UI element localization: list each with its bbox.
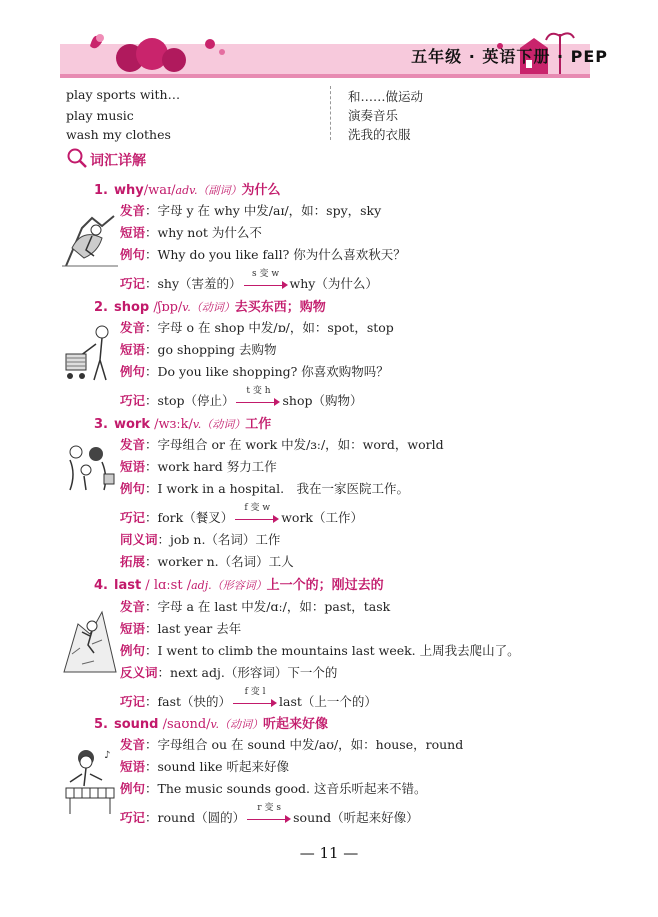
antonym-line: 反义词：next adj.（形容词）下一个的 <box>120 665 338 680</box>
synonym-line: 同义词：job n.（名词）工作 <box>120 532 281 547</box>
transform-arrow: f 变 w <box>235 512 279 526</box>
transform-arrow: r 变 s <box>247 812 291 826</box>
entry-heading: 2. shop /ʃɒp/v.（动词）去买东西；购物 <box>94 300 326 315</box>
entry-line: 例句：The music sounds good. 这音乐听起来不错。 <box>120 781 427 796</box>
phrase-en: wash my clothes <box>66 127 171 142</box>
memory-tip: 巧记：stop（停止） t 变 h shop（购物） <box>120 385 363 408</box>
page-header-title: 五年级 · 英语下册 · PEP <box>411 47 608 66</box>
woman-shopping-cart-illustration <box>62 322 118 388</box>
boy-climbing-mountain-illustration <box>62 604 118 674</box>
memory-tip: 巧记：round（圆的） r 变 s sound（听起来好像） <box>120 802 419 825</box>
entry-line: 例句：I work in a hospital. 我在一家医院工作。 <box>120 481 410 496</box>
phrase-zh: 和……做运动 <box>348 89 424 104</box>
entry-line: 短语：why not 为什么不 <box>120 225 262 240</box>
boy-climbing-tree-illustration <box>62 208 118 268</box>
entry-line: 发音：字母 o 在 shop 中发/ɒ/，如：spot，stop <box>120 320 394 335</box>
entry-line: 例句：I went to climb the mountains last week. 上周我去爬山了。 <box>120 643 520 658</box>
entry-heading: 1. why/waɪ/adv.（副词）为什么 <box>94 183 281 198</box>
magnifier-icon <box>66 147 88 169</box>
transform-arrow: f 变 l <box>233 696 277 710</box>
memory-tip: 巧记：fork（餐叉） f 变 w work（工作） <box>120 502 363 525</box>
section-title: 词汇详解 <box>90 153 146 169</box>
entry-line: 发音：字母组合 or 在 work 中发/ɜː/，如：word，world <box>120 437 444 452</box>
phrase-zh: 演奏音乐 <box>348 108 399 123</box>
entry-line: 发音：字母组合 ou 在 sound 中发/aʊ/，如：house，round <box>120 737 464 752</box>
transform-arrow: s 变 w <box>244 278 288 292</box>
page-number: — 11 — <box>299 844 359 862</box>
entry-line: 发音：字母 a 在 last 中发/ɑː/，如：past，task <box>120 599 391 614</box>
entry-heading: 5. sound /saʊnd/v.（动词）听起来好像 <box>94 717 328 732</box>
entry-line: 发音：字母 y 在 why 中发/aɪ/，如：spy，sky <box>120 203 382 218</box>
entry-line: 短语：sound like 听起来好像 <box>120 759 289 774</box>
entry-line: 例句：Do you like shopping? 你喜欢购物吗？ <box>120 364 389 379</box>
transform-arrow: t 变 h <box>236 395 280 409</box>
phrase-en: play sports with… <box>66 87 181 102</box>
entry-line: 短语：go shopping 去购物 <box>120 342 277 357</box>
entry-heading: 4. last / lɑːst /adj.（形容词）上一个的；刚过去的 <box>94 578 384 593</box>
family-working-illustration <box>62 440 118 494</box>
memory-tip: 巧记：shy（害羞的） s 变 w why（为什么） <box>120 268 378 291</box>
extension-line: 拓展：worker n.（名词）工人 <box>120 554 294 569</box>
boy-playing-piano-illustration <box>62 744 118 816</box>
entry-line: 例句：Why do you like fall? 你为什么喜欢秋天？ <box>120 247 406 262</box>
phrase-zh: 洗我的衣服 <box>348 127 411 142</box>
entry-line: 短语：last year 去年 <box>120 621 242 636</box>
svg-text:♪: ♪ <box>104 750 111 761</box>
column-divider <box>330 86 331 140</box>
phrase-en: play music <box>66 108 134 123</box>
entry-heading: 3. work /wɜːk/v.（动词）工作 <box>94 417 272 432</box>
entry-line: 短语：work hard 努力工作 <box>120 459 277 474</box>
memory-tip: 巧记：fast（快的） f 变 l last（上一个的） <box>120 686 377 709</box>
